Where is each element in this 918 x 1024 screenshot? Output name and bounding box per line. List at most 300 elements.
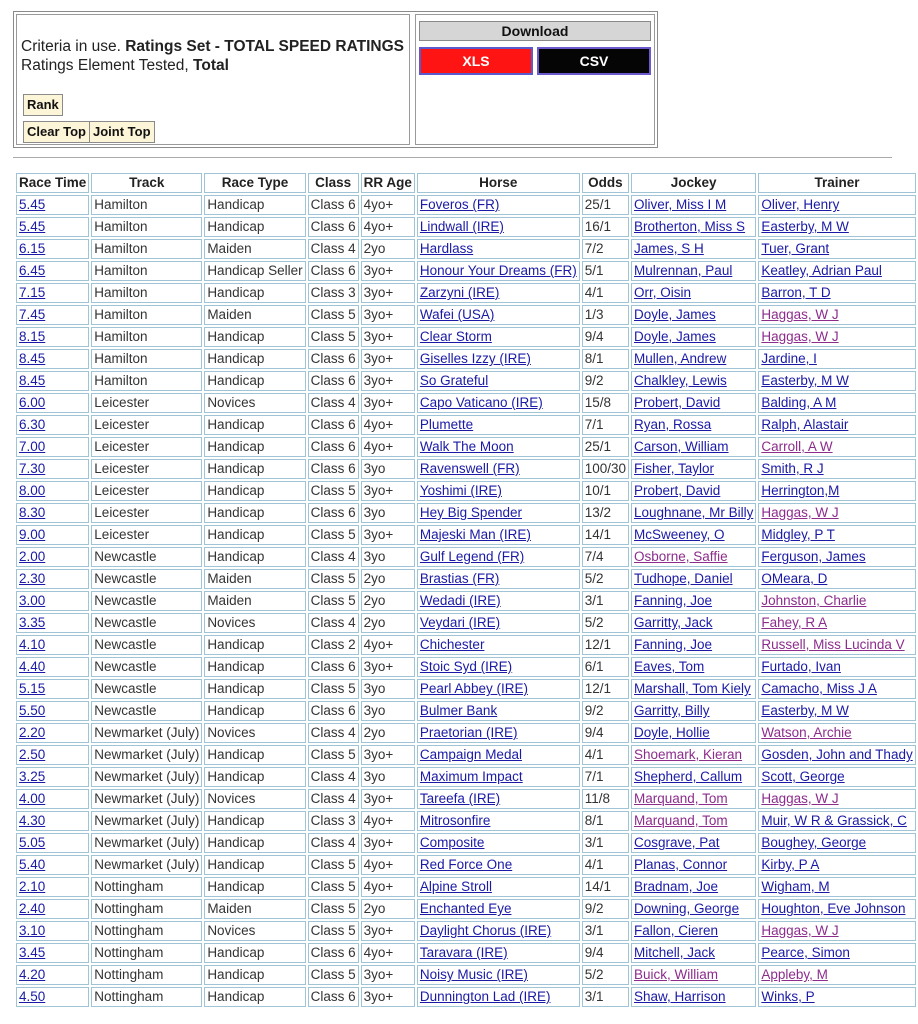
horse-cell — [417, 701, 580, 721]
trainer-link[interactable]: Jardine, I — [761, 351, 817, 366]
horse-link[interactable]: Red Force One — [419, 857, 513, 872]
trainer-link[interactable]: Camacho, Miss J A — [761, 681, 877, 696]
class-cell: Class 5 — [308, 855, 359, 875]
age-cell: 4yo+ — [361, 635, 415, 655]
trainer-cell — [758, 283, 915, 303]
jockey-link[interactable]: Fallon, Cieren — [634, 923, 719, 938]
class-cell: Class 5 — [308, 481, 359, 501]
race-time-link[interactable]: 6.30 — [19, 417, 46, 432]
horse-link[interactable]: Alpine Stroll — [419, 879, 492, 894]
jockey-cell — [631, 393, 756, 413]
jockey-link[interactable]: Chalkley, Lewis — [634, 373, 727, 388]
odds-cell: 9/4 — [582, 943, 629, 963]
table-row — [16, 833, 916, 853]
race-time-link[interactable]: 4.10 — [19, 637, 46, 652]
horse-link[interactable]: Chichester — [419, 637, 485, 652]
race-time-link[interactable]: 8.00 — [19, 483, 46, 498]
jockey-link[interactable]: Buick, William — [634, 967, 719, 982]
table-row — [16, 547, 916, 567]
race-time-link[interactable]: 3.45 — [19, 945, 46, 960]
trainer-cell — [758, 833, 915, 853]
header-trainer[interactable]: Trainer — [758, 173, 915, 193]
horse-link[interactable]: Plumette — [419, 417, 474, 432]
horse-cell — [417, 283, 580, 303]
header-race-type[interactable]: Race Type — [204, 173, 305, 193]
age-cell: 3yo+ — [361, 525, 415, 545]
jockey-link[interactable]: Mullen, Andrew — [634, 351, 727, 366]
horse-link[interactable]: Maximum Impact — [419, 769, 523, 784]
horse-cell — [417, 525, 580, 545]
table-row — [16, 283, 916, 303]
race-time-link[interactable]: 4.40 — [19, 659, 46, 674]
table-row — [16, 525, 916, 545]
age-cell: 3yo — [361, 503, 415, 523]
header-odds[interactable]: Odds — [582, 173, 629, 193]
odds-cell: 8/1 — [582, 349, 629, 369]
jockey-link[interactable]: Downing, George — [634, 901, 740, 916]
odds-cell: 12/1 — [582, 679, 629, 699]
race-time-link[interactable]: 6.45 — [19, 263, 46, 278]
trainer-link[interactable]: Muir, W R & Grassick, C — [761, 813, 907, 828]
race-time-link[interactable]: 7.15 — [19, 285, 46, 300]
jockey-link[interactable]: Osborne, Saffie — [634, 549, 728, 564]
race-time-link[interactable]: 4.50 — [19, 989, 46, 1004]
trainer-link[interactable]: Balding, A M — [761, 395, 837, 410]
class-cell: Class 5 — [308, 525, 359, 545]
track-cell: Newcastle — [91, 679, 202, 699]
trainer-link[interactable]: Watson, Archie — [761, 725, 852, 740]
age-cell: 4yo+ — [361, 877, 415, 897]
jockey-link[interactable]: Doyle, Hollie — [634, 725, 710, 740]
horse-link[interactable]: Noisy Music (IRE) — [419, 967, 528, 982]
track-cell: Nottingham — [91, 921, 202, 941]
race-time-link[interactable]: 9.00 — [19, 527, 46, 542]
jockey-link[interactable]: Brotherton, Miss S — [634, 219, 746, 234]
class-cell: Class 5 — [308, 965, 359, 985]
horse-link[interactable]: Brastias (FR) — [419, 571, 500, 586]
time-cell — [16, 635, 89, 655]
odds-cell: 9/2 — [582, 701, 629, 721]
header-track[interactable]: Track — [91, 173, 202, 193]
horse-link[interactable]: Honour Your Dreams (FR) — [419, 263, 577, 278]
time-cell — [16, 943, 89, 963]
horse-cell — [417, 965, 580, 985]
race-time-link[interactable]: 5.05 — [19, 835, 46, 850]
age-cell: 3yo+ — [361, 921, 415, 941]
horse-link[interactable]: Enchanted Eye — [419, 901, 512, 916]
odds-cell: 11/8 — [582, 789, 629, 809]
race-time-link[interactable]: 5.50 — [19, 703, 46, 718]
horse-link[interactable]: Tareefa (IRE) — [419, 791, 501, 806]
trainer-link[interactable]: Midgley, P T — [761, 527, 835, 542]
horse-cell — [417, 943, 580, 963]
time-cell — [16, 349, 89, 369]
table-row — [16, 371, 916, 391]
horse-cell — [417, 679, 580, 699]
track-cell: Newmarket (July) — [91, 745, 202, 765]
trainer-link[interactable]: Herrington,M — [761, 483, 840, 498]
trainer-link[interactable]: Scott, George — [761, 769, 845, 784]
trainer-link[interactable]: Barron, T D — [761, 285, 831, 300]
type-cell: Novices — [204, 723, 305, 743]
race-time-link[interactable]: 8.30 — [19, 505, 46, 520]
trainer-cell — [758, 393, 915, 413]
trainer-link[interactable]: Russell, Miss Lucinda V — [761, 637, 905, 652]
race-time-link[interactable]: 6.00 — [19, 395, 46, 410]
time-cell — [16, 239, 89, 259]
jockey-cell — [631, 943, 756, 963]
class-cell: Class 5 — [308, 899, 359, 919]
rank-button[interactable]: Rank — [23, 94, 63, 116]
jockey-cell — [631, 217, 756, 237]
track-cell: Newcastle — [91, 657, 202, 677]
horse-cell — [417, 613, 580, 633]
table-row — [16, 987, 916, 1007]
jockey-cell — [631, 877, 756, 897]
age-cell: 3yo+ — [361, 987, 415, 1007]
horse-link[interactable]: Composite — [419, 835, 485, 850]
trainer-link[interactable]: OMeara, D — [761, 571, 828, 586]
table-row — [16, 437, 916, 457]
track-cell: Nottingham — [91, 943, 202, 963]
trainer-cell — [758, 239, 915, 259]
horse-cell — [417, 459, 580, 479]
jockey-link[interactable]: Fisher, Taylor — [634, 461, 715, 476]
track-cell: Leicester — [91, 393, 202, 413]
table-row — [16, 635, 916, 655]
trainer-link[interactable]: Easterby, M W — [761, 703, 849, 718]
odds-cell: 7/1 — [582, 415, 629, 435]
trainer-link[interactable]: Boughey, George — [761, 835, 867, 850]
trainer-link[interactable]: Smith, R J — [761, 461, 824, 476]
horse-link[interactable]: Hardlass — [419, 241, 474, 256]
horse-link[interactable]: Gulf Legend (FR) — [419, 549, 525, 564]
time-cell — [16, 789, 89, 809]
class-cell: Class 6 — [308, 459, 359, 479]
jockey-cell — [631, 613, 756, 633]
age-cell: 2yo — [361, 569, 415, 589]
table-row — [16, 591, 916, 611]
trainer-cell — [758, 261, 915, 281]
trainer-link[interactable]: Haggas, W J — [761, 791, 839, 806]
race-time-link[interactable]: 2.50 — [19, 747, 46, 762]
track-cell: Leicester — [91, 437, 202, 457]
class-cell: Class 5 — [308, 569, 359, 589]
type-cell: Handicap — [204, 635, 305, 655]
horse-link[interactable]: Stoic Syd (IRE) — [419, 659, 513, 674]
time-cell — [16, 547, 89, 567]
jockey-link[interactable]: Fanning, Joe — [634, 593, 713, 608]
horse-link[interactable]: Bulmer Bank — [419, 703, 498, 718]
table-row — [16, 679, 916, 699]
trainer-link[interactable]: Pearce, Simon — [761, 945, 850, 960]
jockey-link[interactable]: Planas, Connor — [634, 857, 728, 872]
horse-link[interactable]: Wedadi (IRE) — [419, 593, 501, 608]
jockey-cell — [631, 459, 756, 479]
race-time-link[interactable]: 5.15 — [19, 681, 46, 696]
time-cell — [16, 371, 89, 391]
age-cell: 3yo — [361, 459, 415, 479]
jockey-link[interactable]: Probert, David — [634, 395, 721, 410]
trainer-cell — [758, 965, 915, 985]
time-cell — [16, 437, 89, 457]
type-cell: Handicap — [204, 943, 305, 963]
race-time-link[interactable]: 7.00 — [19, 439, 46, 454]
table-row — [16, 393, 916, 413]
trainer-link[interactable]: Wigham, M — [761, 879, 830, 894]
type-cell: Handicap — [204, 437, 305, 457]
jockey-cell — [631, 701, 756, 721]
horse-link[interactable]: Capo Vaticano (IRE) — [419, 395, 543, 410]
odds-cell: 9/4 — [582, 723, 629, 743]
race-time-link[interactable]: 3.10 — [19, 923, 46, 938]
class-cell: Class 5 — [308, 921, 359, 941]
jockey-link[interactable]: Orr, Oisin — [634, 285, 692, 300]
race-time-link[interactable]: 5.45 — [19, 219, 46, 234]
race-time-link[interactable]: 3.00 — [19, 593, 46, 608]
trainer-link[interactable]: Carroll, A W — [761, 439, 833, 454]
time-cell — [16, 965, 89, 985]
jockey-link[interactable]: Eaves, Tom — [634, 659, 705, 674]
time-cell — [16, 899, 89, 919]
trainer-link[interactable]: Tuer, Grant — [761, 241, 830, 256]
jockey-link[interactable]: Fanning, Joe — [634, 637, 713, 652]
horse-cell — [417, 547, 580, 567]
horse-cell — [417, 767, 580, 787]
joint-top-button[interactable]: Joint Top — [89, 121, 155, 143]
trainer-link[interactable]: Keatley, Adrian Paul — [761, 263, 882, 278]
race-time-link[interactable]: 3.35 — [19, 615, 46, 630]
horse-cell — [417, 833, 580, 853]
jockey-link[interactable]: Probert, David — [634, 483, 721, 498]
horse-link[interactable]: Taravara (IRE) — [419, 945, 508, 960]
jockey-cell — [631, 503, 756, 523]
track-cell: Hamilton — [91, 217, 202, 237]
horse-cell — [417, 393, 580, 413]
odds-cell: 9/4 — [582, 327, 629, 347]
odds-cell: 6/1 — [582, 657, 629, 677]
time-cell — [16, 261, 89, 281]
jockey-link[interactable]: Loughnane, Mr Billy — [634, 505, 754, 520]
ratings-element-value: Total — [193, 57, 229, 74]
xls-download-button[interactable]: XLS — [419, 47, 533, 75]
race-time-link[interactable]: 4.00 — [19, 791, 46, 806]
trainer-link[interactable]: Easterby, M W — [761, 219, 849, 234]
jockey-link[interactable]: Mulrennan, Paul — [634, 263, 733, 278]
type-cell: Handicap — [204, 965, 305, 985]
jockey-link[interactable]: Garritty, Jack — [634, 615, 713, 630]
jockey-link[interactable]: Marshall, Tom Kiely — [634, 681, 751, 696]
race-time-link[interactable]: 4.30 — [19, 813, 46, 828]
jockey-link[interactable]: Ryan, Rossa — [634, 417, 712, 432]
trainer-link[interactable]: Appleby, M — [761, 967, 828, 982]
jockey-link[interactable]: Oliver, Miss I M — [634, 197, 727, 212]
horse-link[interactable]: Lindwall (IRE) — [419, 219, 504, 234]
jockey-link[interactable]: Shoemark, Kieran — [634, 747, 743, 762]
type-cell: Novices — [204, 613, 305, 633]
horse-link[interactable]: Walk The Moon — [419, 439, 514, 454]
age-cell: 3yo+ — [361, 305, 415, 325]
horse-cell — [417, 811, 580, 831]
trainer-link[interactable]: Winks, P — [761, 989, 815, 1004]
trainer-link[interactable]: Fahey, R A — [761, 615, 828, 630]
horse-link[interactable]: Giselles Izzy (IRE) — [419, 351, 531, 366]
horse-link[interactable]: Wafei (USA) — [419, 307, 495, 322]
table-row — [16, 657, 916, 677]
trainer-link[interactable]: Ferguson, James — [761, 549, 866, 564]
trainer-link[interactable]: Haggas, W J — [761, 923, 839, 938]
trainer-cell — [758, 987, 915, 1007]
horse-link[interactable]: Campaign Medal — [419, 747, 522, 762]
race-time-link[interactable]: 2.20 — [19, 725, 46, 740]
time-cell — [16, 921, 89, 941]
race-time-link[interactable]: 2.00 — [19, 549, 46, 564]
horse-link[interactable]: Clear Storm — [419, 329, 492, 344]
race-time-link[interactable]: 5.45 — [19, 197, 46, 212]
race-time-link[interactable]: 7.30 — [19, 461, 46, 476]
table-row — [16, 767, 916, 787]
track-cell: Nottingham — [91, 987, 202, 1007]
trainer-link[interactable]: Furtado, Ivan — [761, 659, 841, 674]
trainer-link[interactable]: Kirby, P A — [761, 857, 820, 872]
horse-link[interactable]: Mitrosonfire — [419, 813, 491, 828]
csv-download-button[interactable]: CSV — [537, 47, 651, 75]
odds-cell: 8/1 — [582, 811, 629, 831]
race-time-link[interactable]: 8.45 — [19, 373, 46, 388]
track-cell: Hamilton — [91, 283, 202, 303]
jockey-cell — [631, 239, 756, 259]
race-time-link[interactable]: 8.15 — [19, 329, 46, 344]
type-cell: Handicap Seller — [204, 261, 305, 281]
jockey-link[interactable]: Carson, William — [634, 439, 729, 454]
jockey-link[interactable]: Cosgrave, Pat — [634, 835, 720, 850]
header-rr-age[interactable]: RR Age — [361, 173, 415, 193]
age-cell: 4yo+ — [361, 415, 415, 435]
odds-cell: 3/1 — [582, 987, 629, 1007]
header-jockey[interactable]: Jockey — [631, 173, 756, 193]
race-time-link[interactable]: 3.25 — [19, 769, 46, 784]
jockey-cell — [631, 415, 756, 435]
track-cell: Hamilton — [91, 305, 202, 325]
trainer-cell — [758, 459, 915, 479]
class-cell: Class 6 — [308, 437, 359, 457]
jockey-link[interactable]: Shepherd, Callum — [634, 769, 743, 784]
trainer-cell — [758, 635, 915, 655]
horse-link[interactable]: So Grateful — [419, 373, 489, 388]
jockey-link[interactable]: Marquand, Tom — [634, 813, 728, 828]
age-cell: 3yo+ — [361, 261, 415, 281]
horse-link[interactable]: Ravenswell (FR) — [419, 461, 520, 476]
track-cell: Newmarket (July) — [91, 833, 202, 853]
race-time-link[interactable]: 7.45 — [19, 307, 46, 322]
class-cell: Class 4 — [308, 723, 359, 743]
horse-link[interactable]: Dunnington Lad (IRE) — [419, 989, 551, 1004]
horse-cell — [417, 327, 580, 347]
jockey-link[interactable]: Shaw, Harrison — [634, 989, 726, 1004]
class-cell: Class 5 — [308, 305, 359, 325]
trainer-cell — [758, 613, 915, 633]
type-cell: Handicap — [204, 217, 305, 237]
jockey-link[interactable]: Bradnam, Joe — [634, 879, 719, 894]
jockey-cell — [631, 349, 756, 369]
track-cell: Hamilton — [91, 261, 202, 281]
race-time-link[interactable]: 2.10 — [19, 879, 46, 894]
age-cell: 2yo — [361, 591, 415, 611]
horse-link[interactable]: Yoshimi (IRE) — [419, 483, 502, 498]
horse-link[interactable]: Veydari (IRE) — [419, 615, 501, 630]
horse-link[interactable]: Praetorian (IRE) — [419, 725, 518, 740]
trainer-link[interactable]: Gosden, John and Thady — [761, 747, 913, 762]
trainer-link[interactable]: Haggas, W J — [761, 505, 839, 520]
jockey-link[interactable]: Doyle, James — [634, 329, 716, 344]
ratings-element-label: Ratings Element Tested, — [21, 57, 194, 74]
header-horse[interactable]: Horse — [417, 173, 580, 193]
table-row — [16, 327, 916, 347]
race-time-link[interactable]: 8.45 — [19, 351, 46, 366]
horse-link[interactable]: Majeski Man (IRE) — [419, 527, 531, 542]
race-time-link[interactable]: 2.40 — [19, 901, 46, 916]
horse-link[interactable]: Daylight Chorus (IRE) — [419, 923, 552, 938]
track-cell: Hamilton — [91, 327, 202, 347]
jockey-link[interactable]: Doyle, James — [634, 307, 716, 322]
jockey-link[interactable]: Tudhope, Daniel — [634, 571, 733, 586]
type-cell: Handicap — [204, 811, 305, 831]
type-cell: Handicap — [204, 987, 305, 1007]
trainer-link[interactable]: Oliver, Henry — [761, 197, 840, 212]
trainer-link[interactable]: Haggas, W J — [761, 307, 839, 322]
trainer-cell — [758, 811, 915, 831]
age-cell: 3yo — [361, 679, 415, 699]
race-time-link[interactable]: 6.15 — [19, 241, 46, 256]
header-class[interactable]: Class — [308, 173, 359, 193]
horse-link[interactable]: Zarzyni (IRE) — [419, 285, 500, 300]
jockey-link[interactable]: Marquand, Tom — [634, 791, 728, 806]
jockey-link[interactable]: Garritty, Billy — [634, 703, 710, 718]
race-time-link[interactable]: 5.40 — [19, 857, 46, 872]
jockey-cell — [631, 635, 756, 655]
horse-link[interactable]: Pearl Abbey (IRE) — [419, 681, 528, 696]
track-cell: Nottingham — [91, 965, 202, 985]
horse-link[interactable]: Hey Big Spender — [419, 505, 522, 520]
age-cell: 3yo+ — [361, 393, 415, 413]
odds-cell: 3/1 — [582, 921, 629, 941]
header-race-time[interactable]: Race Time — [16, 173, 89, 193]
trainer-link[interactable]: Haggas, W J — [761, 329, 839, 344]
jockey-link[interactable]: McSweeney, O — [634, 527, 725, 542]
trainer-link[interactable]: Easterby, M W — [761, 373, 849, 388]
jockey-link[interactable]: James, S H — [634, 241, 704, 256]
criteria-label: Criteria in use. — [21, 38, 126, 55]
horse-link[interactable]: Foveros (FR) — [419, 197, 500, 212]
age-cell: 3yo+ — [361, 745, 415, 765]
type-cell: Handicap — [204, 481, 305, 501]
horse-cell — [417, 437, 580, 457]
download-box — [415, 14, 655, 145]
horse-cell — [417, 195, 580, 215]
time-cell — [16, 305, 89, 325]
trainer-link[interactable]: Ralph, Alastair — [761, 417, 849, 432]
time-cell — [16, 591, 89, 611]
clear-top-button[interactable]: Clear Top — [23, 121, 90, 143]
trainer-link[interactable]: Houghton, Eve Johnson — [761, 901, 906, 916]
table-row — [16, 415, 916, 435]
odds-cell: 4/1 — [582, 855, 629, 875]
race-time-link[interactable]: 2.30 — [19, 571, 46, 586]
jockey-link[interactable]: Mitchell, Jack — [634, 945, 716, 960]
race-time-link[interactable]: 4.20 — [19, 967, 46, 982]
class-cell: Class 4 — [308, 767, 359, 787]
trainer-link[interactable]: Johnston, Charlie — [761, 593, 867, 608]
